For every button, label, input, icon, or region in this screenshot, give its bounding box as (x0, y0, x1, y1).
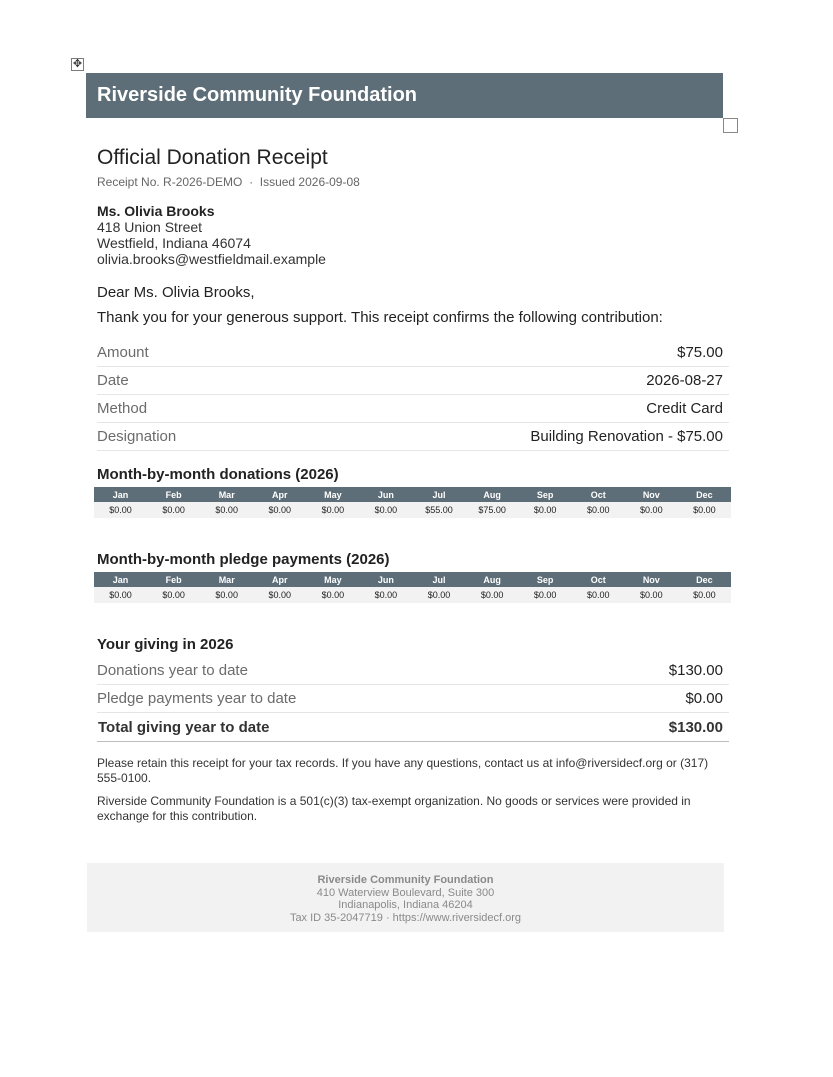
month-header: Nov (625, 487, 678, 502)
month-header: Aug (466, 487, 519, 502)
month-header: Apr (253, 572, 306, 587)
month-value: $0.00 (412, 587, 465, 603)
summary-value: $130.00 (582, 657, 729, 685)
detail-label: Date (97, 367, 277, 395)
month-value: $0.00 (94, 502, 147, 518)
month-header: May (306, 572, 359, 587)
month-value: $0.00 (306, 587, 359, 603)
table-move-handle-icon[interactable]: ✥ (72, 58, 83, 70)
month-value: $0.00 (625, 502, 678, 518)
month-header: Mar (200, 487, 253, 502)
month-value: $0.00 (253, 587, 306, 603)
donor-name: Ms. Olivia Brooks (97, 203, 215, 219)
table-row (97, 395, 729, 423)
month-header: Dec (678, 572, 731, 587)
footer-address-line2: Indianapolis, Indiana 46204 (338, 899, 473, 911)
donor-email: olivia.brooks@westfieldmail.example (97, 251, 326, 267)
month-header: Jun (359, 487, 412, 502)
donations-heading: Month-by-month donations (2026) (97, 466, 339, 483)
detail-value: $75.00 (277, 339, 729, 367)
table-row (97, 339, 729, 367)
total-label: Total giving year to date (97, 713, 582, 742)
month-header: Feb (147, 572, 200, 587)
detail-value: Credit Card (277, 395, 729, 423)
month-header: Sep (519, 487, 572, 502)
table-row (97, 367, 729, 395)
donor-city: Westfield, Indiana 46074 (97, 235, 251, 251)
banner-title: Riverside Community Foundation (97, 84, 418, 106)
thank-you-text: Thank you for your generous support. This receipt confirms the following contribution: (97, 309, 663, 326)
month-value: $0.00 (94, 587, 147, 603)
month-value: $0.00 (147, 587, 200, 603)
summary-label: Donations year to date (97, 657, 582, 685)
month-header: Oct (572, 487, 625, 502)
pledges-heading: Month-by-month pledge payments (2026) (97, 551, 390, 568)
donor-street: 418 Union Street (97, 219, 203, 235)
month-value: $0.00 (572, 587, 625, 603)
month-value: $0.00 (678, 502, 731, 518)
month-value: $0.00 (147, 502, 200, 518)
total-row (97, 713, 729, 742)
salutation: Dear Ms. Olivia Brooks, (97, 284, 255, 301)
month-header: Nov (625, 572, 678, 587)
month-header: Jan (94, 487, 147, 502)
month-header: Jan (94, 572, 147, 587)
month-value: $0.00 (625, 587, 678, 603)
month-value: $0.00 (466, 587, 519, 603)
footer-org-name: Riverside Community Foundation (317, 874, 494, 886)
month-value: $0.00 (572, 502, 625, 518)
month-header: Feb (147, 487, 200, 502)
table-row (97, 685, 729, 713)
donor-address-block (97, 203, 326, 267)
receipt-meta (97, 175, 360, 189)
month-header: May (306, 487, 359, 502)
month-header: Apr (253, 487, 306, 502)
footer (87, 863, 724, 932)
month-value: $0.00 (519, 587, 572, 603)
giving-heading: Your giving in 2026 (97, 636, 234, 653)
table-row (97, 423, 729, 451)
month-header-row (94, 487, 731, 502)
summary-label: Pledge payments year to date (97, 685, 582, 713)
meta-separator: · (249, 175, 254, 189)
header-banner (86, 73, 723, 118)
month-value: $0.00 (359, 502, 412, 518)
month-value: $0.00 (253, 502, 306, 518)
month-header: Jul (412, 572, 465, 587)
month-values-row (94, 502, 731, 518)
detail-label: Designation (97, 423, 277, 451)
tax-exempt-notice: Riverside Community Foundation is a 501(c)(3) tax-exempt organization. No goods or services were provided in exchange for this contribution. (97, 794, 691, 823)
contribution-details-table (97, 339, 729, 451)
monthly-donations-table (94, 487, 731, 518)
month-value: $55.00 (412, 502, 465, 518)
monthly-pledges-table (94, 572, 731, 603)
month-header: Aug (466, 572, 519, 587)
footer-tax-line: Tax ID 35-2047719 · https://www.riversidecf.org (289, 911, 522, 924)
detail-value: 2026-08-27 (277, 367, 729, 395)
month-value: $0.00 (200, 587, 253, 603)
month-header: Mar (200, 572, 253, 587)
month-value: $0.00 (678, 587, 731, 603)
month-header: Sep (519, 572, 572, 587)
table-resize-handle-icon[interactable] (723, 118, 738, 133)
month-header-row (94, 572, 731, 587)
month-value: $75.00 (466, 502, 519, 518)
month-value: $0.00 (306, 502, 359, 518)
receipt-issued-date: Issued 2026-09-08 (259, 175, 360, 189)
month-header: Jun (359, 572, 412, 587)
month-value: $0.00 (359, 587, 412, 603)
giving-summary-table (97, 657, 729, 742)
month-value: $0.00 (200, 502, 253, 518)
receipt-number: Receipt No. R-2026-DEMO (97, 175, 243, 189)
footer-address-line1: 410 Waterview Boulevard, Suite 300 (316, 886, 495, 899)
retain-notice: Please retain this receipt for your tax records. If you have any questions, contact us at info@riversidecf.org or (317) 555-0100. (97, 756, 709, 785)
detail-value: Building Renovation - $75.00 (277, 423, 729, 451)
month-values-row (94, 587, 731, 603)
month-value: $0.00 (519, 502, 572, 518)
month-header: Dec (678, 487, 731, 502)
receipt-title: Official Donation Receipt (97, 146, 328, 169)
table-row (97, 657, 729, 685)
month-header: Oct (572, 572, 625, 587)
month-header: Jul (412, 487, 465, 502)
detail-label: Method (97, 395, 277, 423)
summary-value: $0.00 (582, 685, 729, 713)
total-value: $130.00 (582, 713, 729, 742)
detail-label: Amount (97, 339, 277, 367)
